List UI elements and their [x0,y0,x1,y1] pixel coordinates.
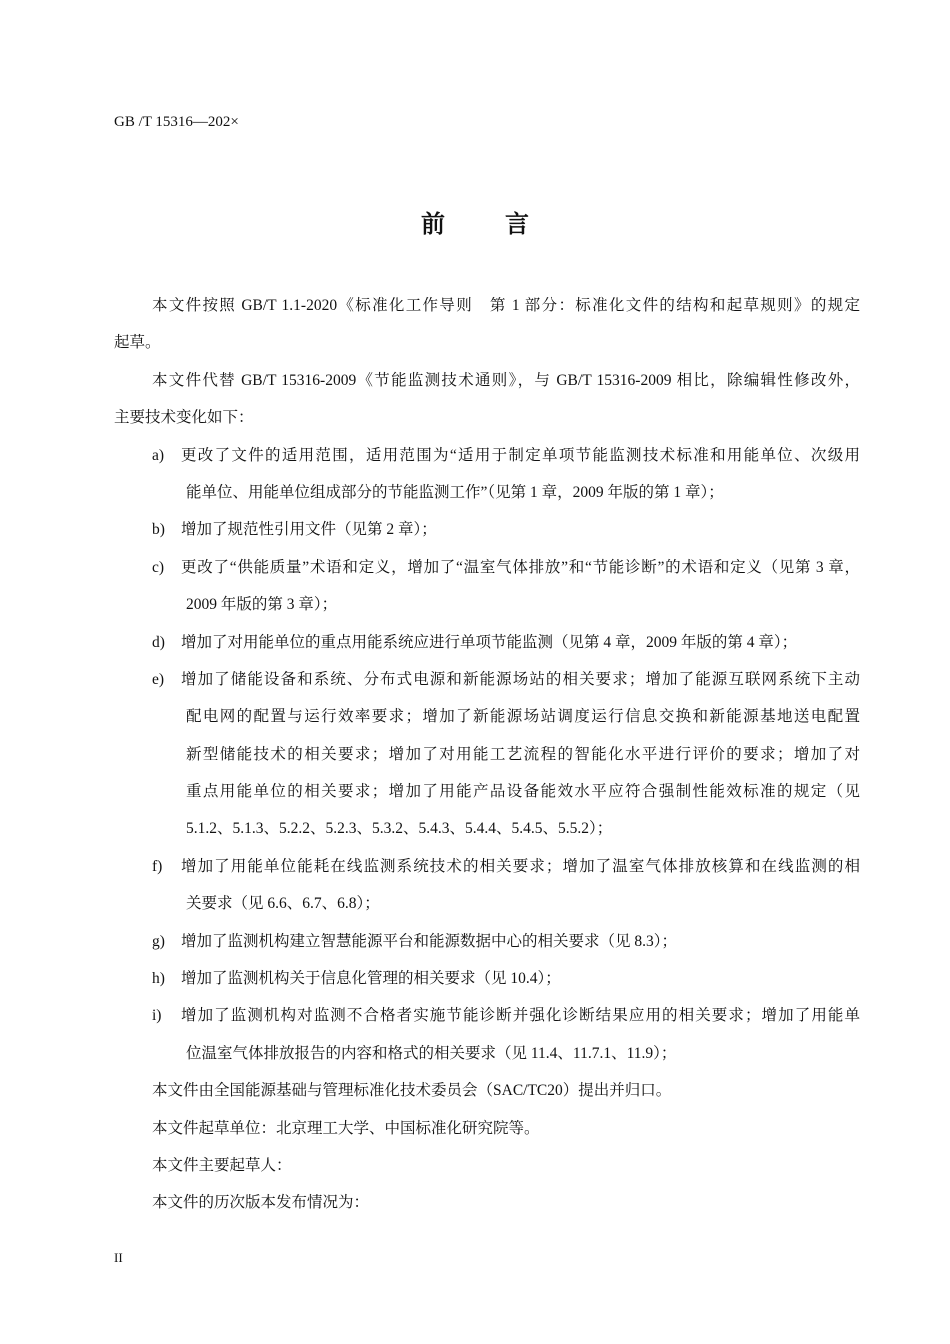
list-item-line [114,443,860,480]
list-item-text: 增加了监测机构建立智慧能源平台和能源数据中心的相关要求（见 8.3）； [181,932,678,950]
list-item-line [114,742,860,779]
list-item-text: 增加了规范性引用文件（见第 2 章）； [181,521,437,539]
paragraph-line: 本文件按照 GB/T 1.1-2020《标准化工作导则 第 1 部分：标准化文件的结构和起草规则》的规定 [152,297,860,314]
closing-paragraph: 本文件由全国能源基础与管理标准化技术委员会（SAC/TC20）提出并归口。 [152,1082,672,1100]
list-item-text: 配电网的配置与运行效率要求；增加了新能源场站调度运行信息交换和新能源基地送电配置 [186,708,860,726]
page-number: II [114,1250,123,1265]
list-item-text: 增加了对用能单位的重点用能系统应进行单项节能监测（见第 4 章，2009 年版的第 4 章）； [181,633,798,651]
closing-paragraph: 本文件起草单位：北京理工大学、中国标准化研究院等。 [152,1119,540,1137]
list-item-line [114,854,860,891]
closing-paragraph: 本文件主要起草人： [152,1156,292,1174]
list-item-label: h) [152,970,165,988]
document-body [114,293,860,1228]
list-item-text: 位温室气体排放报告的内容和格式的相关要求（见 11.4、11.7.1、11.9）； [186,1044,677,1062]
list-item-text: 更改了“供能质量”术语和定义，增加了“温室气体排放”和“节能诊断”的术语和定义（见第 3 章， [181,558,860,576]
list-item-line [114,1041,860,1078]
closing-paragraph: 本文件的历次版本发布情况为： [152,1194,370,1212]
list-item-line [114,891,860,928]
document-number: GB /T 15316—202× [114,114,239,130]
list-item-label: i) [152,1007,162,1025]
list-item-line [114,630,860,667]
list-item-line [114,592,860,629]
list-item-label: c) [152,558,165,576]
list-item-text: 关要求（见 6.6、6.7、6.8）； [186,895,380,913]
paragraph-line: 起草。 [114,334,161,352]
page-title: 前言 [421,210,589,238]
list-item-line [114,704,860,741]
list-item-line [114,966,860,1003]
list-item-text: 更改了文件的适用范围，适用范围为“适用于制定单项节能监测技术标准和用能单位、次级用 [181,446,860,464]
list-item-line [114,667,860,704]
list-item-line [114,779,860,816]
list-item-line [114,816,860,853]
list-item-label: b) [152,521,165,539]
list-item-text: 能单位、用能单位组成部分的节能监测工作”（见第 1 章，2009 年版的第 1 章）； [186,483,724,501]
list-item-text: 2009 年版的第 3 章）； [186,596,338,614]
list-item-text: 重点用能单位的相关要求；增加了用能产品设备能效水平应符合强制性能效标准的规定（见 [186,783,860,801]
list-item-label: d) [152,633,165,651]
list-item-line [114,929,860,966]
list-item-text: 新型储能技术的相关要求；增加了对用能工艺流程的智能化水平进行评价的要求；增加了对 [186,745,860,763]
list-item-line [114,517,860,554]
list-item-line [114,555,860,592]
list-item-text: 增加了监测机构对监测不合格者实施节能诊断并强化诊断结果应用的相关要求；增加了用能单 [181,1007,860,1025]
list-item-text: 增加了储能设备和系统、分布式电源和新能源场站的相关要求；增加了能源互联网系统下主动 [181,670,860,688]
list-item-text: 增加了监测机构关于信息化管理的相关要求（见 10.4）； [181,970,561,988]
list-item-line [114,480,860,517]
list-item-label: a) [152,446,165,464]
paragraph-line: 本文件代替 GB/T 15316-2009《节能监测技术通则》，与 GB/T 15316-2009 相比，除编辑性修改外， [152,371,860,389]
list-item-label: g) [152,932,165,950]
paragraph-line: 主要技术变化如下： [114,409,254,427]
list-item-line [114,1003,860,1040]
list-item-label: f) [152,857,163,875]
list-item-label: e) [152,670,165,688]
list-item-text: 5.1.2、5.1.3、5.2.2、5.2.3、5.3.2、5.4.3、5.4.4、5.4.5、5.5.2）； [186,820,613,838]
list-item-text: 增加了用能单位能耗在线监测系统技术的相关要求；增加了温室气体排放核算和在线监测的相 [181,857,860,875]
